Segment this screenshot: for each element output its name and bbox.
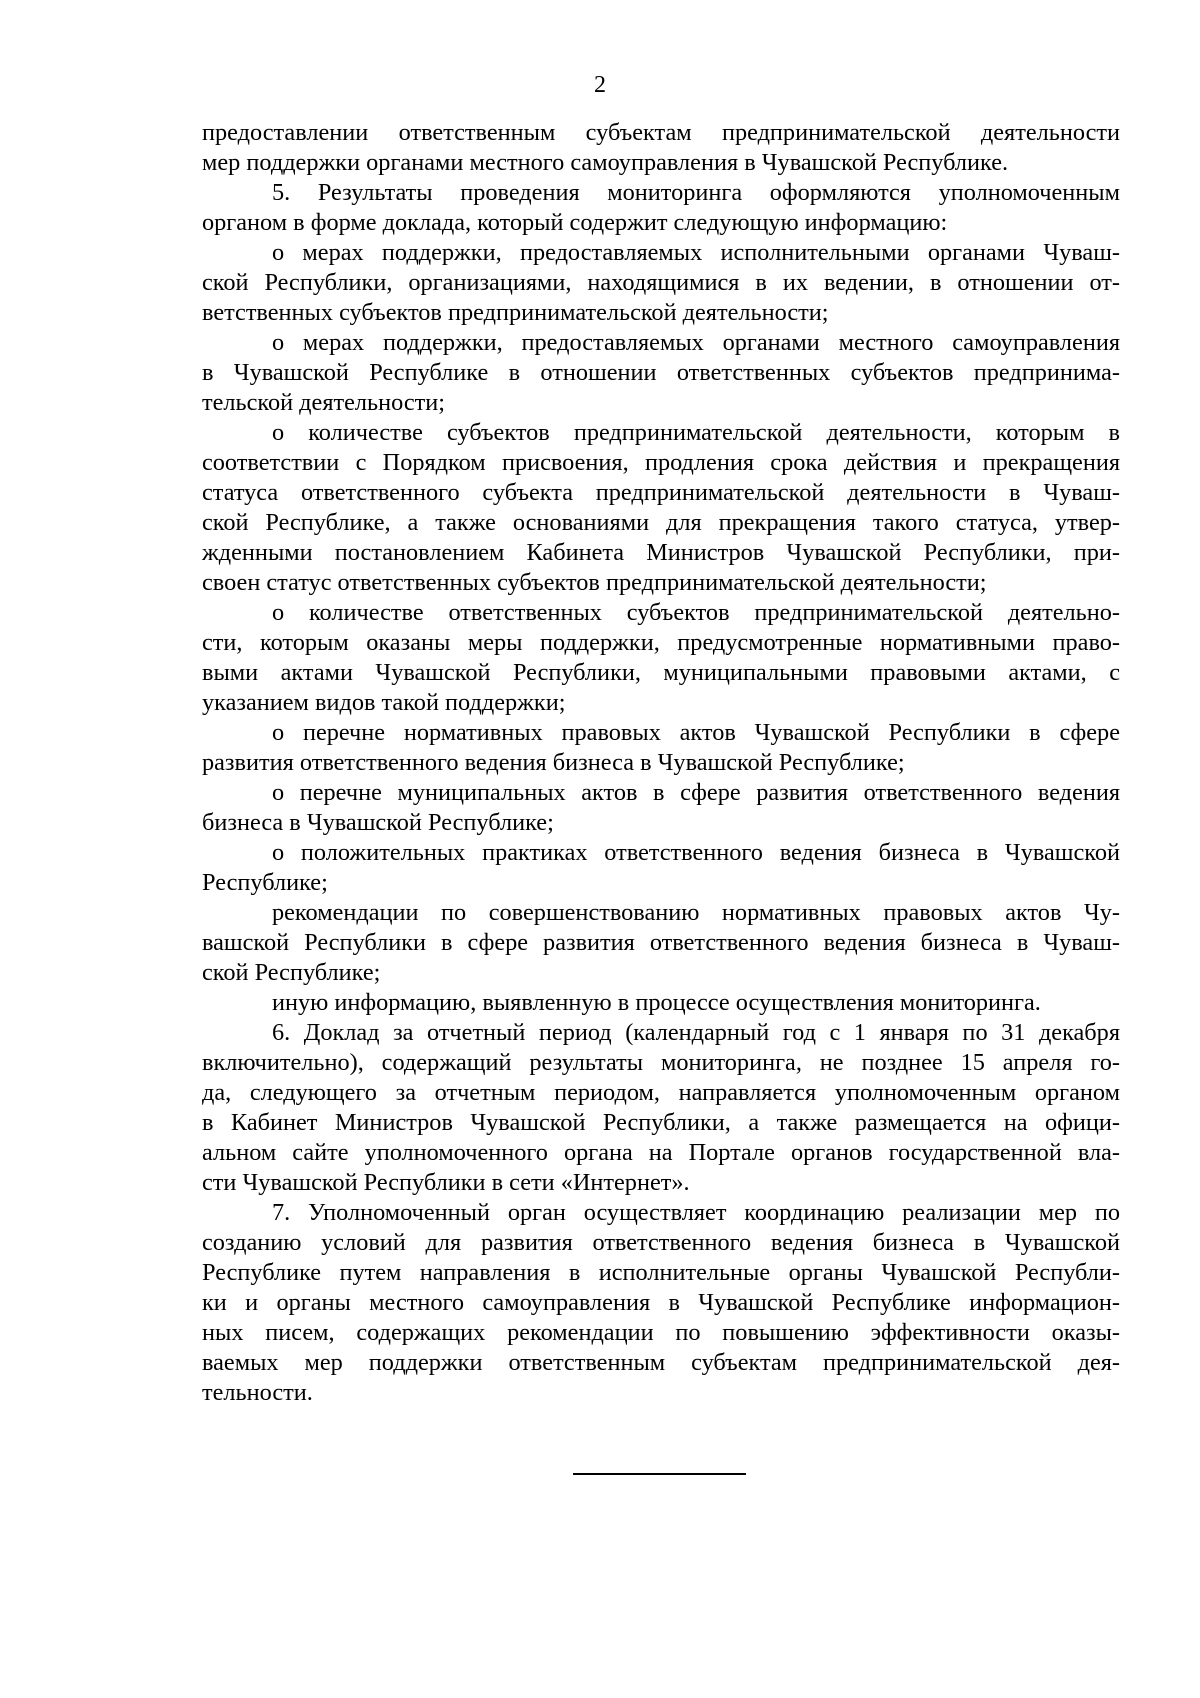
text-line: 7. Уполномоченный орган осуществляет координацию реализации мер по xyxy=(272,1199,1120,1226)
text-line: вашской Республики в сфере развития ответственного ведения бизнеса в Чуваш- xyxy=(202,929,1120,956)
text-line: о перечне нормативных правовых актов Чувашской Республики в сфере xyxy=(272,719,1120,746)
text-line: в Кабинет Министров Чувашской Республики, а также размещается на офици- xyxy=(202,1109,1120,1136)
text-line: рекомендации по совершенствованию нормативных правовых актов Чу- xyxy=(272,899,1120,926)
text-line: указанием видов такой поддержки; xyxy=(202,689,566,716)
text-line: да, следующего за отчетным периодом, направляется уполномоченным органом xyxy=(202,1079,1120,1106)
text-line: жденными постановлением Кабинета Министров Чувашской Республики, при- xyxy=(202,539,1120,566)
paragraph xyxy=(202,328,1120,418)
paragraph xyxy=(202,418,1120,598)
text-line: мер поддержки органами местного самоуправления в Чувашской Республике. xyxy=(202,149,1009,176)
text-line: ваемых мер поддержки ответственным субъектам предпринимательской дея- xyxy=(202,1349,1120,1376)
text-line: соответствии с Порядком присвоения, продления срока действия и прекращения xyxy=(202,449,1120,476)
text-line: органом в форме доклада, который содержит следующую информацию: xyxy=(202,209,948,236)
page-number: 2 xyxy=(594,72,606,98)
text-line: статуса ответственного субъекта предпринимательской деятельности в Чуваш- xyxy=(202,479,1120,506)
paragraph xyxy=(202,178,1120,238)
end-of-text-rule xyxy=(573,1473,746,1475)
text-line: ных писем, содержащих рекомендации по повышению эффективности оказы- xyxy=(202,1319,1120,1346)
text-line: о количестве ответственных субъектов предпринимательской деятельно- xyxy=(272,599,1120,626)
text-line: о положительных практиках ответственного ведения бизнеса в Чувашской xyxy=(272,839,1120,866)
document-body xyxy=(202,118,1120,1408)
text-line: ки и органы местного самоуправления в Чувашской Республике информацион- xyxy=(202,1289,1120,1316)
text-line: ской Республике, а также основаниями для прекращения такого статуса, утвер- xyxy=(202,509,1120,536)
paragraph xyxy=(202,238,1120,328)
text-line: иную информацию, выявленную в процессе осуществления мониторинга. xyxy=(272,989,1041,1016)
text-line: Республике путем направления в исполнительные органы Чувашской Республи- xyxy=(202,1259,1120,1286)
text-line: альном сайте уполномоченного органа на Портале органов государственной вла- xyxy=(202,1139,1120,1166)
text-line: своен статус ответственных субъектов предпринимательской деятельности; xyxy=(202,569,987,596)
text-line: в Чувашской Республике в отношении ответственных субъектов предпринима- xyxy=(202,359,1120,386)
text-line: развития ответственного ведения бизнеса в Чувашской Республике; xyxy=(202,749,905,776)
paragraph xyxy=(202,118,1120,178)
paragraph xyxy=(202,1018,1120,1198)
paragraph xyxy=(202,778,1120,838)
text-line: бизнеса в Чувашской Республике; xyxy=(202,809,554,836)
paragraph xyxy=(202,1198,1120,1408)
text-line: предоставлении ответственным субъектам предпринимательской деятельности xyxy=(202,119,1120,146)
paragraph xyxy=(202,718,1120,778)
paragraph xyxy=(202,898,1120,988)
text-line: 5. Результаты проведения мониторинга оформляются уполномоченным xyxy=(272,179,1120,206)
text-line: о перечне муниципальных актов в сфере развития ответственного ведения xyxy=(272,779,1120,806)
text-line: сти, которым оказаны меры поддержки, предусмотренные нормативными право- xyxy=(202,629,1120,656)
paragraph xyxy=(202,598,1120,718)
text-line: включительно), содержащий результаты мониторинга, не позднее 15 апреля го- xyxy=(202,1049,1120,1076)
text-line: о мерах поддержки, предоставляемых исполнительными органами Чуваш- xyxy=(272,239,1120,266)
text-line: тельности. xyxy=(202,1379,313,1406)
paragraph xyxy=(202,838,1120,898)
paragraph xyxy=(202,988,1120,1018)
text-line: сти Чувашской Республики в сети «Интернет». xyxy=(202,1169,690,1196)
text-line: о количестве субъектов предпринимательской деятельности, которым в xyxy=(272,419,1120,446)
text-line: ской Республике; xyxy=(202,959,381,986)
text-line: Республике; xyxy=(202,869,328,896)
text-line: ской Республики, организациями, находящимися в их ведении, в отношении от- xyxy=(202,269,1120,296)
text-line: выми актами Чувашской Республики, муниципальными правовыми актами, с xyxy=(202,659,1120,686)
text-line: 6. Доклад за отчетный период (календарный год с 1 января по 31 декабря xyxy=(272,1019,1120,1046)
text-line: созданию условий для развития ответственного ведения бизнеса в Чувашской xyxy=(202,1229,1120,1256)
text-line: тельской деятельности; xyxy=(202,389,446,416)
text-line: ветственных субъектов предпринимательской деятельности; xyxy=(202,299,829,326)
text-line: о мерах поддержки, предоставляемых органами местного самоуправления xyxy=(272,329,1120,356)
